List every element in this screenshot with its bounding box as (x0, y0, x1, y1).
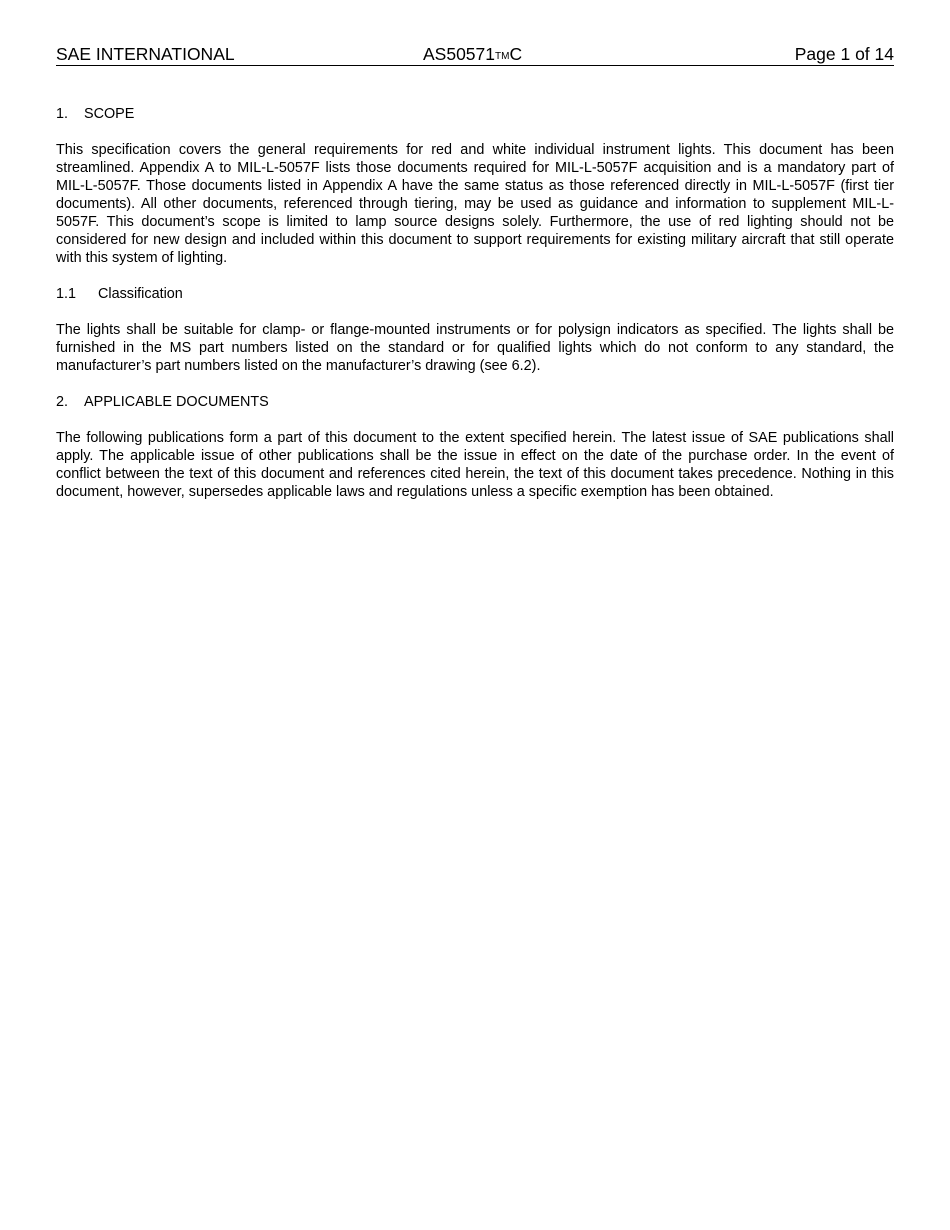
classification-paragraph: The lights shall be suitable for clamp- or flange-mounted instruments or for polysign indicators as specified. The lights shall be furnished in the MS part numbers listed on the standard or for qualified lights which do not conform to any standard, the manufacturer’s part numbers listed on the manufacturer’s drawing (see 6.2). (56, 322, 894, 374)
header-organization: SAE INTERNATIONAL (56, 44, 235, 64)
section-heading-scope (56, 105, 894, 123)
document-id-suffix: C (509, 44, 523, 64)
section-number: 1. (56, 106, 69, 122)
section-title: SCOPE (84, 106, 135, 122)
section-title: APPLICABLE DOCUMENTS (84, 394, 269, 410)
trademark-mark: TM (495, 51, 510, 62)
document-page (56, 44, 894, 501)
page-header (56, 44, 894, 66)
header-document-id (423, 44, 522, 68)
document-body (56, 105, 894, 501)
section-number: 2. (56, 394, 69, 410)
section-number: 1.1 (56, 286, 77, 302)
scope-paragraph: This specification covers the general requirements for red and white individual instrument lights. This document has been streamlined. Appendix A to MIL-L-5057F lists those documents required for MIL-L-5057F acquisition and is a mandatory part of MIL-L-5057F. Those documents listed in Appendix A have the same status as those referenced directly in MIL-L-5057F (first tier documents). All other documents, referenced through tiering, may be used as guidance and information to supplement MIL-L-5057F. This document’s scope is limited to lamp source designs solely. Furthermore, the use of red lighting should not be considered for new design and included within this document to support requirements for existing military aircraft that still operate with this system of lighting. (56, 142, 894, 266)
section-heading-classification (56, 285, 894, 303)
section-title: Classification (98, 286, 183, 302)
header-page-number: Page 1 of 14 (794, 44, 894, 64)
document-id-main: AS50571 (423, 44, 496, 64)
applicable-documents-paragraph: The following publications form a part of this document to the extent specified herein. The latest issue of SAE publications shall apply. The applicable issue of other publications shall be the issue in effect on the date of the purchase order. In the event of conflict between the text of this document and references cited herein, the text of this document takes precedence. Nothing in this document, however, supersedes applicable laws and regulations unless a specific exemption has been obtained. (56, 430, 894, 500)
section-heading-applicable-documents (56, 393, 894, 411)
